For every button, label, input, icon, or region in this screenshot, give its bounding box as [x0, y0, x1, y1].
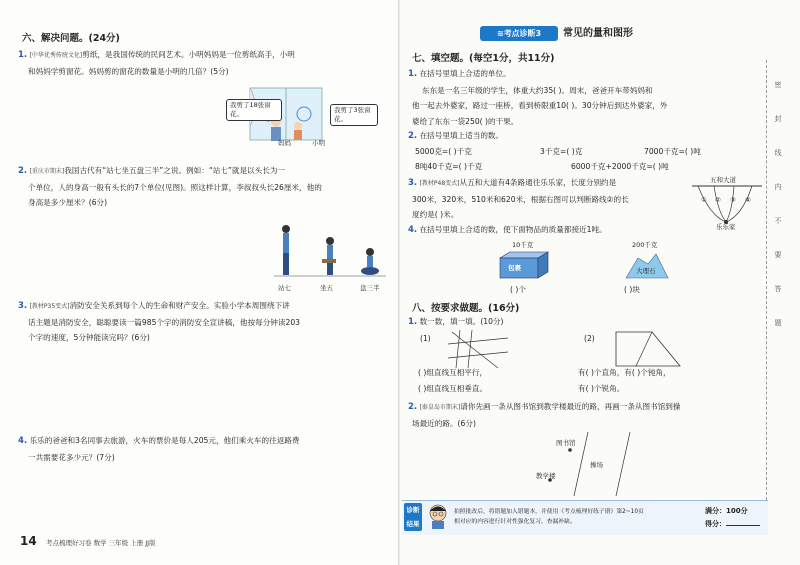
question-4: 4. 乐乐的爸爸和3名同事去旅游，火车的票价是每人205元，他们乘火车的往返路费 一共需要花多少元？(7分) [18, 436, 300, 462]
question-3: 3. [教材P35变式]消防安全关系到每个人的生命和财产安全。实验小学本周围绕下讲 话主题是消防安全，聪聪要读一篇985个字的消防安全宣讲稿，他按每分钟读203 个字的速度，5分钟能读完吗？(6分) [18, 301, 300, 342]
draw-question: 2. [秦皇岛市期末]请你先画一条从图书馆到教学楼最近的路，再画一条从图书馆到操 场最近的路。(6分) [408, 402, 681, 428]
library-label: 图书馆 [556, 439, 576, 447]
parcel-label: 包裹 [508, 264, 521, 272]
score-field[interactable]: 得分： [705, 519, 760, 529]
angle-answer-1: 有( )个直角，有( )个钝角， [578, 368, 671, 377]
conversion-r1c2: 3千克=( )克 [540, 147, 583, 156]
parcel-answer: ( )个 [510, 285, 526, 294]
footer-text: 考点梳理好习卷 数学 三年级 上册 JJ版 [46, 539, 156, 547]
bubble-xiaoming: 我剪了3张窗花。 [330, 104, 378, 126]
parcel-weight: 10千克 [512, 241, 534, 249]
count-question: 1. 数一数，填一填。(10分) [408, 317, 504, 327]
posture-figures [270, 222, 390, 282]
count-part-1: (1) [420, 334, 431, 343]
question-1: 1. [中华优秀传统文化]剪纸，是我国传统的民间艺术。小明妈妈是一位剪纸高手，小明 和妈妈学剪窗花。妈妈剪的窗花的数量是小明的几倍？(5分) [18, 50, 295, 76]
map-avenue-label: 五和大道 [710, 176, 736, 184]
label-mom: 妈妈 [278, 139, 291, 147]
fill-question-2: 2. 在括号里填上适当的数。 [408, 131, 504, 141]
label-sit: 坐五 [320, 284, 333, 292]
seal-line [766, 60, 768, 500]
campus-map [530, 428, 640, 502]
marble-label: 大理石 [636, 267, 656, 275]
map-home-label: 乐乐家 [716, 223, 736, 231]
perpendicular-answer: ( )组直线互相垂直。 [418, 384, 488, 393]
topic-banner: ≋考点诊断3 [480, 26, 558, 41]
topic-title: 常见的量和图形 [563, 28, 633, 39]
seal-line-text: 密 封 线 内 不 要 答 题 [774, 81, 782, 327]
count-part-2: (2) [584, 334, 595, 343]
label-crosslegged: 盘三半 [360, 284, 380, 292]
question-2: 2. [重庆市期末]我国古代有“站七坐五盘三半”之说。例如：“站七”就是以头长为一 个单位，人的身高一般有头长的7个单位(见图)。照这样计算，李叔叔头长26厘米，他的 身高是多少厘米？(6分) [18, 166, 322, 207]
section7-title: 七、填空题。(每空1分，共11分) [412, 53, 555, 64]
conversion-r1c1: 5000克=( )千克 [415, 147, 472, 156]
fill-question-3: 3. [教材P48变式]从五和大道有4条路通往乐乐家，长度分别约是 300米，320米，510米和620米，根据右图可以判断路线②的长 度约是( )米。 [408, 178, 629, 219]
section6-title: 六、解决问题。(24分) [22, 33, 120, 44]
student-avatar [426, 502, 450, 530]
section8-title: 八、按要求做题。(16分) [412, 303, 520, 314]
label-stand: 站七 [278, 284, 291, 292]
route-2: ② [715, 196, 721, 204]
conversion-r1c3: 7000千克=( )吨 [644, 147, 701, 156]
bubble-mom: 我剪了18张窗花。 [226, 99, 282, 121]
conversion-r2c2: 6000千克+2000千克=( )吨 [571, 162, 669, 171]
fill-question-4: 4. 在括号里填上合适的数，使下面物品的质量都接近1吨。 [408, 225, 607, 235]
building-label: 教学楼 [536, 472, 556, 480]
label-xiaoming: 小明 [312, 139, 325, 147]
summary-text: 拍照批改后，将错题加入错题本，并使用《考点梳理好练子册》第2~10页 相对应的内容进行针对性强化复习，查漏补缺。 [454, 509, 644, 525]
fill-question-1: 1. 在括号里填上合适的单位。 东东是一名三年级的学生，体重大约35( )。周末，爸爸开车带妈妈和 他一起去外婆家，路过一座桥，看到桥限重10( )。30分钟后到达外婆家，外 婆给了东东一袋250( )的干果。 [408, 69, 668, 126]
full-score: 满分：100分 [705, 507, 748, 515]
parallel-answer: ( )组直线互相平行， [418, 368, 488, 377]
page-number: 14 [20, 534, 37, 548]
angle-answer-2: 有( )个锐角。 [578, 384, 625, 393]
field-label: 操场 [590, 461, 603, 469]
marble-answer: ( )块 [624, 285, 640, 294]
conversion-r2c1: 8吨40千克=( )千克 [415, 162, 483, 171]
diagnosis-badge: 诊断结果 [404, 503, 422, 531]
route-3: ③ [730, 196, 736, 204]
marble-weight: 200千克 [632, 241, 658, 249]
parcel-box [498, 250, 550, 284]
route-4: ④ [745, 196, 751, 204]
route-1: ① [701, 196, 707, 204]
